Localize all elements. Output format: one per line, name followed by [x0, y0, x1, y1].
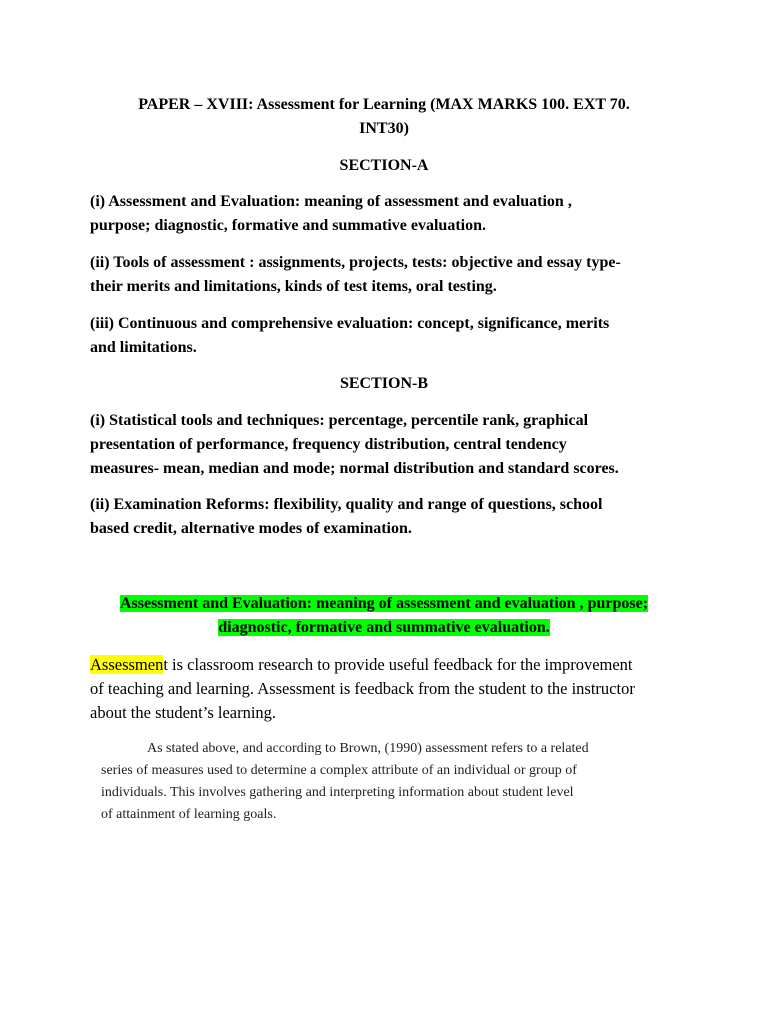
section-a-item-3-line-2: and limitations. [90, 339, 197, 356]
section-b-heading: SECTION-B [339, 375, 429, 392]
section-b-item-2-line-1: (ii) Examination Reforms: flexibility, quality and range of questions, school [90, 496, 603, 513]
quote-line-4: of attainment of learning goals. [101, 807, 277, 822]
body-paragraph-line-3: about the student’s learning. [90, 703, 277, 722]
highlighted-heading-line-2 [0, 618, 768, 638]
body-paragraph-line-2: of teaching and learning. Assessment is feedback from the student to the instructor [90, 679, 635, 698]
section-a-item-3-line-1: (iii) Continuous and comprehensive evaluation: concept, significance, merits [90, 315, 610, 332]
section-a-item-2-line-2: their merits and limitations, kinds of test items, oral testing. [90, 278, 497, 295]
highlighted-heading-text-1: Assessment and Evaluation: meaning of assessment and evaluation , purpose; [119, 595, 649, 612]
quote-line-2: series of measures used to determine a complex attribute of an individual or group of [101, 763, 577, 778]
quote-line-3: individuals. This involves gathering and interpreting information about student level [101, 785, 574, 800]
section-b-item-1-line-2: presentation of performance, frequency distribution, central tendency [90, 436, 567, 453]
quote-line-1: As stated above, and according to Brown, (1990) assessment refers to a related [147, 741, 589, 756]
highlighted-heading-text-2: diagnostic, formative and summative evaluation. [218, 619, 550, 636]
section-b-item-1-line-3: measures- mean, median and mode; normal distribution and standard scores. [90, 460, 619, 477]
body-paragraph-line-1-rest: t is classroom research to provide useful feedback for the improvement [163, 655, 633, 674]
section-a-item-2-line-1: (ii) Tools of assessment : assignments, projects, tests: objective and essay type- [90, 254, 621, 271]
paper-title-line-1: PAPER – XVIII: Assessment for Learning (MAX MARKS 100. EXT 70. [138, 96, 630, 113]
section-b-item-1-line-1: (i) Statistical tools and techniques: percentage, percentile rank, graphical [90, 412, 589, 429]
highlighted-heading-line-1 [0, 594, 768, 614]
section-a-heading: SECTION-A [339, 157, 429, 174]
body-paragraph-line-1 [90, 655, 633, 675]
paper-title-line-2: INT30) [359, 120, 409, 137]
section-b-item-2-line-2: based credit, alternative modes of examination. [90, 520, 412, 537]
highlighted-word: Assessmen [90, 655, 164, 674]
section-a-item-1-line-1: (i) Assessment and Evaluation: meaning of assessment and evaluation , [90, 193, 572, 210]
section-a-item-1-line-2: purpose; diagnostic, formative and summative evaluation. [90, 217, 486, 234]
